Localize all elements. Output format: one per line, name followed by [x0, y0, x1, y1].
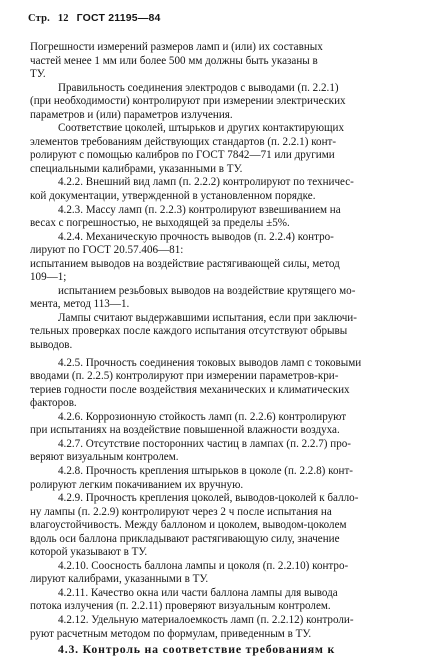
- text-line: испытанием резьбовых выводов на воздействие крутящего мо-: [58, 284, 356, 297]
- text-line: испытанием выводов на воздействие растягивающей силы, метод: [30, 257, 340, 270]
- text-line: влагоустойчивость. Между баллоном и цоколем, выводом-цоколем: [30, 519, 347, 532]
- text-line: Правильность соединения электродов с выводами (п. 2.2.1): [58, 81, 339, 94]
- section-heading: 4.3. Контроль на соответствие требованиям к: [58, 642, 336, 657]
- text-line: 4.2.4. Механическую прочность выводов (п. 2.2.4) контро-: [58, 230, 334, 243]
- text-line: ролируют легким покачиванием их вручную.: [30, 478, 244, 491]
- text-line: лируют по ГОСТ 20.57.406—81:: [30, 244, 184, 257]
- text-line: при испытаниях на воздействие повышенной влажности воздуха.: [30, 424, 340, 437]
- text-line: 4.2.12. Удельную материалоемкость ламп (п. 2.2.12) контроли-: [58, 613, 354, 626]
- text-line: руют расчетным методом по формулам, приведенным в ТУ.: [30, 627, 312, 640]
- text-line: 109—1;: [30, 271, 67, 284]
- text-line: 4.2.2. Внешний вид ламп (п. 2.2.2) контролируют по техничес-: [58, 176, 354, 189]
- document-text: [30, 41, 422, 657]
- text-line: специальными калибрами, указанными в ТУ.: [30, 162, 243, 175]
- page-number: 12: [57, 13, 69, 24]
- text-line: 4.2.11. Качество окна или части баллона лампы для вывода: [58, 586, 338, 599]
- text-line: 4.2.7. Отсутствие посторонних частиц в лампах (п. 2.2.7) про-: [58, 437, 351, 450]
- text-line: 4.2.8. Прочность крепления штырьков в цоколе (п. 2.2.8) конт-: [58, 464, 353, 477]
- page-header: [28, 12, 166, 24]
- text-line: ну лампы (п. 2.2.9) контролируют через 2 ч после испытания на: [30, 505, 332, 518]
- text-line: 4.2.9. Прочность крепления цоколей, выводов-цоколей к балло-: [58, 492, 359, 505]
- standard-number: ГОСТ 21195—84: [76, 12, 161, 24]
- text-line: потока излучения (п. 2.2.11) проверяют визуальным контролем.: [30, 600, 331, 613]
- text-line: которой указывают в ТУ.: [30, 546, 148, 559]
- text-line: вводами (п. 2.2.5) контролируют при измерении параметров-кри-: [30, 370, 339, 383]
- text-line: вдоль оси баллона прикладывают растягивающую силу, значение: [30, 532, 340, 545]
- text-line: параметров и (или) параметров излучения.: [30, 108, 233, 121]
- text-line: веряют визуальным контролем.: [30, 451, 179, 464]
- text-line: (при необходимости) контролируют при измерении электрических: [30, 95, 346, 108]
- text-line: элементов требованиям действующих стандартов (п. 2.2.1) конт-: [30, 135, 337, 148]
- text-line: 4.2.6. Коррозионную стойкость ламп (п. 2.2.6) контролируют: [58, 410, 347, 423]
- text-line: Погрешности измерений размеров ламп и (или) их составных: [30, 41, 323, 53]
- page-label: Стр.: [28, 13, 50, 24]
- text-line: кой документации, утвержденной в установленном порядке.: [30, 190, 316, 203]
- text-line: мента, метод 113—1.: [30, 298, 130, 311]
- text-line: Лампы считают выдержавшими испытания, если при заключи-: [58, 311, 357, 324]
- text-line: 4.2.3. Массу ламп (п. 2.2.3) контролируют взвешиванием на: [58, 203, 341, 216]
- text-line: весах с погрешностью, не выходящей за пределы ±5%.: [30, 217, 290, 230]
- text-line: частей менее 1 мм или более 500 мм должны быть указаны в: [30, 54, 318, 67]
- text-line: 4.2.10. Соосность баллона лампы и цоколя (п. 2.2.10) контро-: [58, 559, 349, 572]
- text-line: ролируют с помощью калибров по ГОСТ 7842—71 или другими: [30, 149, 335, 162]
- text-line: факторов.: [30, 397, 77, 410]
- text-line: ТУ.: [30, 68, 46, 81]
- text-line: 4.2.5. Прочность соединения токовых выводов ламп с токовыми: [58, 356, 362, 369]
- text-line: выводов.: [30, 339, 73, 352]
- text-line: лируют калибрами, указанными в ТУ.: [30, 573, 209, 586]
- text-line: Соответствие цоколей, штырьков и других контактирующих: [58, 122, 345, 135]
- text-line: тельных проверках после каждого испытания отсутствуют обрывы: [30, 325, 348, 338]
- text-line: териев годности после воздействия механических и климатических: [30, 383, 350, 396]
